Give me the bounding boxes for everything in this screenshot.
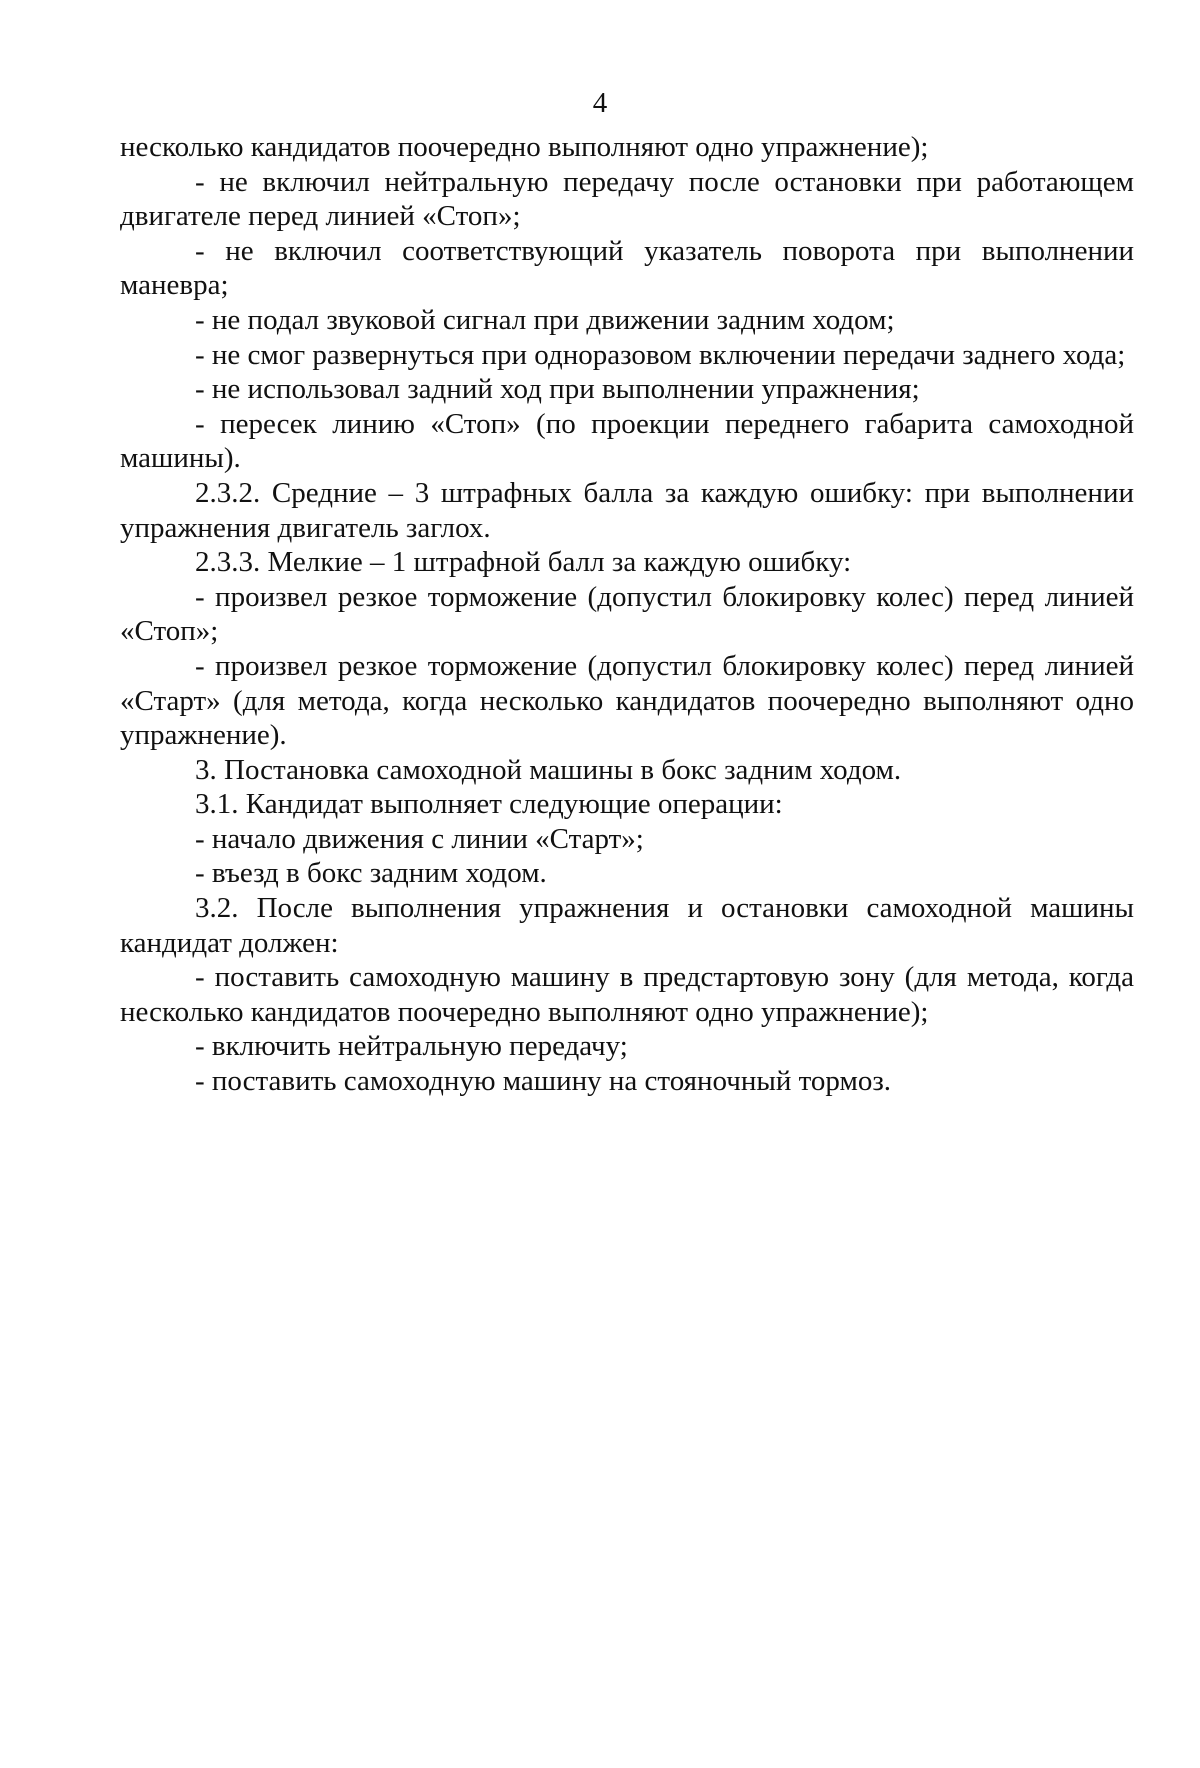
document-body [120, 130, 1134, 1099]
list-item: - въезд в бокс задним ходом. [195, 857, 547, 890]
list-item: - начало движения с линии «Старт»; [195, 822, 644, 855]
paragraph-continuation: несколько кандидатов поочередно выполняют одно упражнение); [120, 131, 929, 163]
list-item: - не включил соответствующий указатель поворота при выполнении маневра; [120, 234, 1134, 302]
list-item: - произвел резкое торможение (допустил блокировку колес) перед линией «Стоп»; [120, 580, 1134, 648]
list-item: - не включил нейтральную передачу после остановки при работающем двигателе перед линией «Стоп»; [120, 165, 1134, 233]
list-item: - не использовал задний ход при выполнении упражнения; [195, 373, 920, 406]
section-3-heading: 3. Постановка самоходной машины в бокс задним ходом. [195, 753, 902, 786]
section-2-3-2: 2.3.2. Средние – 3 штрафных балла за каждую ошибку: при выполнении упражнения двигатель заглох. [120, 476, 1134, 544]
list-item: - пересек линию «Стоп» (по проекции переднего габарита самоходной машины). [120, 407, 1134, 475]
list-item: - поставить самоходную машину в предстартовую зону (для метода, когда несколько кандидатов поочередно выполняют одно упражнение); [120, 961, 1134, 1028]
list-item: - не смог развернуться при одноразовом включении передачи заднего хода; [195, 338, 1126, 371]
page-number: 4 [592, 87, 608, 119]
list-item: - не подал звуковой сигнал при движении задним ходом; [195, 303, 895, 336]
list-item: - поставить самоходную машину на стояночный тормоз. [195, 1065, 892, 1098]
section-3-2: 3.2. После выполнения упражнения и остановки самоходной машины кандидат должен: [120, 892, 1134, 959]
section-2-3-3: 2.3.3. Мелкие – 1 штрафной балл за каждую ошибку: [195, 546, 852, 579]
list-item: - произвел резкое торможение (допустил блокировку колес) перед линией «Старт» (для метода, когда несколько кандидатов поочередно выполняют одно упражнение). [120, 649, 1134, 752]
section-3-1: 3.1. Кандидат выполняет следующие операции: [195, 788, 783, 821]
list-item: - включить нейтральную передачу; [195, 1030, 628, 1063]
